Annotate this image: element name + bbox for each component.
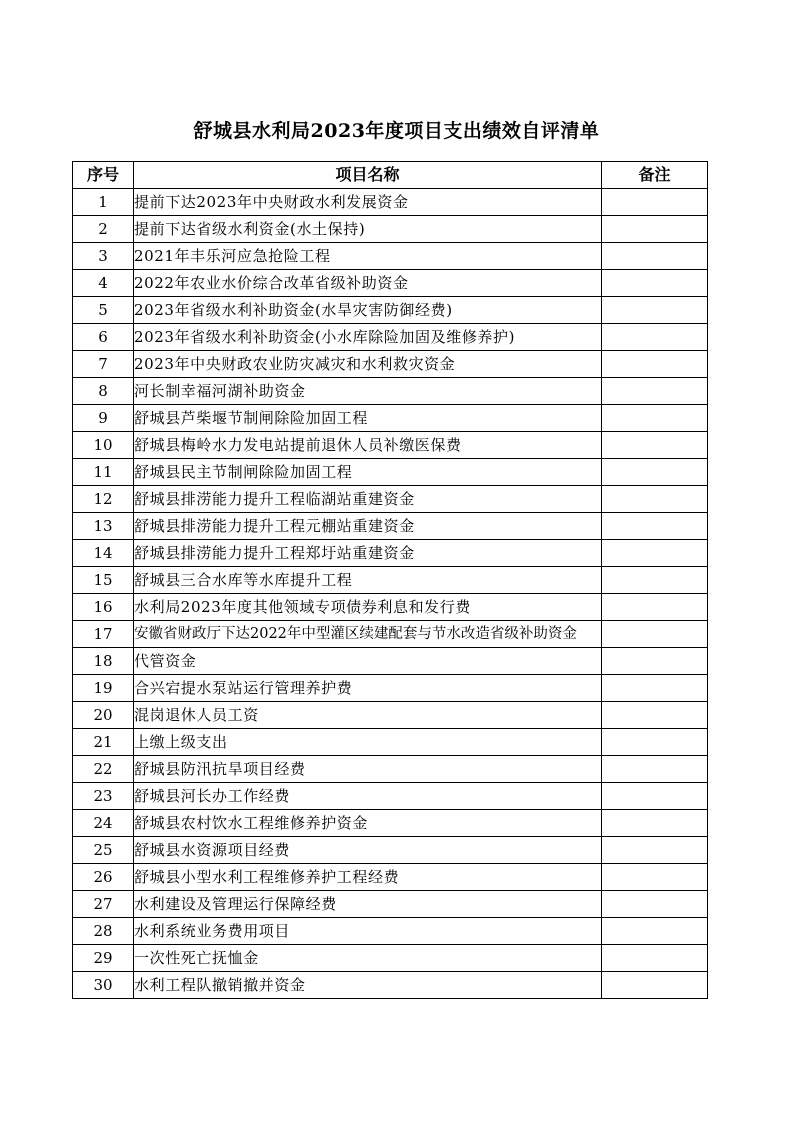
row-remarks	[602, 648, 708, 675]
row-serial-number: 25	[73, 837, 134, 864]
row-project-name: 舒城县防汛抗旱项目经费	[134, 756, 602, 783]
row-serial-number: 10	[73, 432, 134, 459]
row-serial-number: 14	[73, 540, 134, 567]
row-serial-number: 3	[73, 243, 134, 270]
row-serial-number: 29	[73, 945, 134, 972]
row-serial-number: 8	[73, 378, 134, 405]
row-serial-number: 6	[73, 324, 134, 351]
row-remarks	[602, 675, 708, 702]
page-title: 舒城县水利局2023年度项目支出绩效自评清单	[193, 120, 600, 142]
table-row	[73, 864, 708, 891]
row-serial-number: 5	[73, 297, 134, 324]
row-serial-number: 28	[73, 918, 134, 945]
row-project-name: 舒城县排涝能力提升工程临湖站重建资金	[134, 486, 602, 513]
row-remarks	[602, 891, 708, 918]
table-row	[73, 810, 708, 837]
row-remarks	[602, 432, 708, 459]
row-remarks	[602, 594, 708, 621]
row-remarks	[602, 972, 708, 999]
row-serial-number: 15	[73, 567, 134, 594]
row-project-name: 舒城县河长办工作经费	[134, 783, 602, 810]
table-row	[73, 243, 708, 270]
row-remarks	[602, 621, 708, 648]
row-serial-number: 12	[73, 486, 134, 513]
row-serial-number: 22	[73, 756, 134, 783]
row-remarks	[602, 756, 708, 783]
row-serial-number: 23	[73, 783, 134, 810]
row-remarks	[602, 837, 708, 864]
table-row	[73, 540, 708, 567]
table-row	[73, 702, 708, 729]
row-serial-number: 13	[73, 513, 134, 540]
row-remarks	[602, 810, 708, 837]
row-remarks	[602, 783, 708, 810]
table-row	[73, 270, 708, 297]
row-project-name: 安徽省财政厅下达2022年中型灌区续建配套与节水改造省级补助资金	[134, 621, 602, 648]
row-serial-number: 26	[73, 864, 134, 891]
table-row	[73, 756, 708, 783]
table-row	[73, 675, 708, 702]
table-row	[73, 189, 708, 216]
row-project-name: 舒城县芦柴堰节制闸除险加固工程	[134, 405, 602, 432]
table-row	[73, 648, 708, 675]
table-row	[73, 324, 708, 351]
row-serial-number: 16	[73, 594, 134, 621]
row-serial-number: 1	[73, 189, 134, 216]
table-row	[73, 783, 708, 810]
table-row	[73, 918, 708, 945]
row-serial-number: 27	[73, 891, 134, 918]
row-project-name: 水利建设及管理运行保障经费	[134, 891, 602, 918]
row-remarks	[602, 243, 708, 270]
header-project-name: 项目名称	[134, 162, 602, 189]
row-remarks	[602, 189, 708, 216]
table-row	[73, 891, 708, 918]
table-row	[73, 567, 708, 594]
row-serial-number: 9	[73, 405, 134, 432]
row-serial-number: 11	[73, 459, 134, 486]
row-remarks	[602, 324, 708, 351]
row-remarks	[602, 864, 708, 891]
row-project-name: 2023年省级水利补助资金(水旱灾害防御经费)	[134, 297, 602, 324]
project-list-table	[72, 161, 708, 999]
table-row	[73, 459, 708, 486]
row-project-name: 混岗退休人员工资	[134, 702, 602, 729]
row-project-name: 2021年丰乐河应急抢险工程	[134, 243, 602, 270]
header-serial-number: 序号	[73, 162, 134, 189]
table-row	[73, 378, 708, 405]
row-project-name: 上缴上级支出	[134, 729, 602, 756]
row-project-name: 舒城县排涝能力提升工程元棚站重建资金	[134, 513, 602, 540]
row-remarks	[602, 945, 708, 972]
row-remarks	[602, 513, 708, 540]
row-project-name: 2023年中央财政农业防灾减灾和水利救灾资金	[134, 351, 602, 378]
table-row	[73, 729, 708, 756]
row-remarks	[602, 729, 708, 756]
row-project-name: 一次性死亡抚恤金	[134, 945, 602, 972]
row-serial-number: 19	[73, 675, 134, 702]
row-project-name: 河长制幸福河湖补助资金	[134, 378, 602, 405]
row-project-name: 舒城县民主节制闸除险加固工程	[134, 459, 602, 486]
table-row	[73, 594, 708, 621]
table-row	[73, 351, 708, 378]
row-serial-number: 4	[73, 270, 134, 297]
row-project-name: 2023年省级水利补助资金(小水库除险加固及维修养护)	[134, 324, 602, 351]
row-serial-number: 2	[73, 216, 134, 243]
table-row	[73, 405, 708, 432]
table-row	[73, 621, 708, 648]
row-project-name: 舒城县排涝能力提升工程郑圩站重建资金	[134, 540, 602, 567]
row-remarks	[602, 270, 708, 297]
row-project-name: 合兴宕提水泵站运行管理养护费	[134, 675, 602, 702]
row-project-name: 水利工程队撤销撤并资金	[134, 972, 602, 999]
row-project-name: 舒城县梅岭水力发电站提前退休人员补缴医保费	[134, 432, 602, 459]
row-remarks	[602, 567, 708, 594]
row-remarks	[602, 351, 708, 378]
row-remarks	[602, 405, 708, 432]
row-remarks	[602, 459, 708, 486]
row-remarks	[602, 540, 708, 567]
table-row	[73, 837, 708, 864]
row-project-name: 2022年农业水价综合改革省级补助资金	[134, 270, 602, 297]
table-row	[73, 972, 708, 999]
row-serial-number: 30	[73, 972, 134, 999]
row-remarks	[602, 378, 708, 405]
row-remarks	[602, 297, 708, 324]
row-project-name: 舒城县小型水利工程维修养护工程经费	[134, 864, 602, 891]
row-project-name: 舒城县水资源项目经费	[134, 837, 602, 864]
row-project-name: 水利局2023年度其他领域专项债券利息和发行费	[134, 594, 602, 621]
row-serial-number: 7	[73, 351, 134, 378]
row-remarks	[602, 918, 708, 945]
row-project-name: 水利系统业务费用项目	[134, 918, 602, 945]
row-project-name: 代管资金	[134, 648, 602, 675]
table-row	[73, 216, 708, 243]
row-serial-number: 24	[73, 810, 134, 837]
row-project-name: 舒城县农村饮水工程维修养护资金	[134, 810, 602, 837]
row-serial-number: 18	[73, 648, 134, 675]
table-row	[73, 945, 708, 972]
table-row	[73, 297, 708, 324]
row-serial-number: 21	[73, 729, 134, 756]
row-serial-number: 20	[73, 702, 134, 729]
header-remarks: 备注	[602, 162, 708, 189]
row-serial-number: 17	[73, 621, 134, 648]
row-remarks	[602, 702, 708, 729]
table-row	[73, 432, 708, 459]
table-row	[73, 486, 708, 513]
row-remarks	[602, 216, 708, 243]
row-project-name: 舒城县三合水库等水库提升工程	[134, 567, 602, 594]
table-row	[73, 513, 708, 540]
row-remarks	[602, 486, 708, 513]
table-body	[73, 189, 708, 999]
table-header-row	[73, 162, 708, 189]
row-project-name: 提前下达省级水利资金(水土保持)	[134, 216, 602, 243]
row-project-name: 提前下达2023年中央财政水利发展资金	[134, 189, 602, 216]
